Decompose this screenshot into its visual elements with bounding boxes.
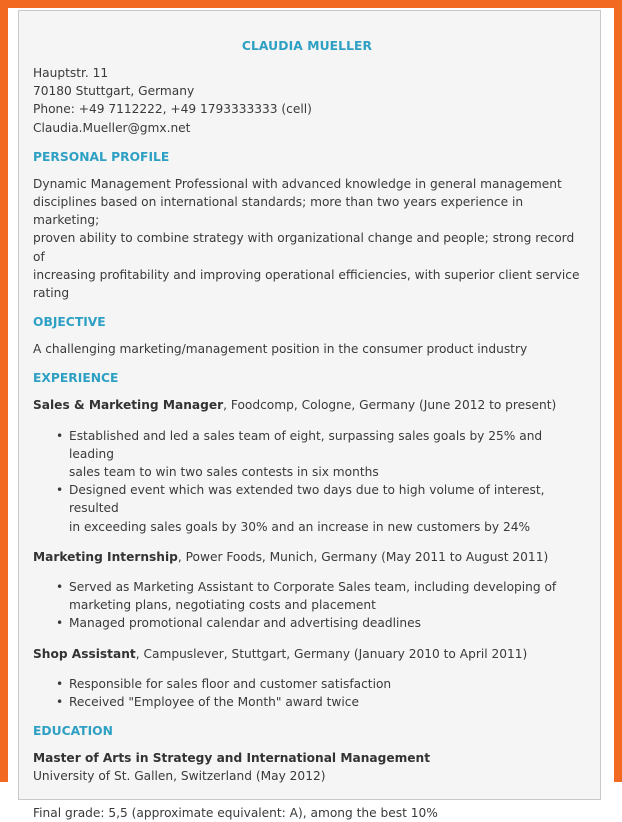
bullet-line: • Established and led a sales team of eight, surpassing sales goals by 25% and leading <box>69 428 543 461</box>
grade-line: Final grade: 5,5 (approximate equivalent: A), among the best 10% <box>33 805 438 820</box>
contact-email: Claudia.Mueller@gmx.net <box>33 120 191 135</box>
job-bullets <box>33 675 581 711</box>
contact-block <box>33 64 581 137</box>
resume-document <box>18 10 601 820</box>
job-details: , Foodcomp, Cologne, Germany (June 2012 to present) <box>223 398 557 413</box>
resume-name: CLAUDIA MUELLER <box>241 39 373 53</box>
bullet-line: in exceeding sales goals by 30% and an increase in new customers by 24% <box>69 519 531 534</box>
bullet-item <box>69 578 581 614</box>
profile-line: Dynamic Management Professional with advanced knowledge in general management <box>33 176 562 191</box>
spacer <box>33 786 581 804</box>
bullet-line: • Managed promotional calendar and advertising deadlines <box>69 616 421 631</box>
section-heading-experience: EXPERIENCE <box>33 371 119 386</box>
contact-phone: Phone: +49 7112222, +49 1793333333 (cell) <box>33 102 312 117</box>
job-title: Marketing Internship <box>33 549 178 564</box>
job-entry <box>33 396 581 414</box>
profile-line: increasing profitability and improving operational efficiencies, with superior client service <box>33 267 580 282</box>
profile-line: rating <box>33 286 70 301</box>
job-entry <box>33 645 581 663</box>
profile-line: disciplines based on international standards; more than two years experience in marketing; <box>33 195 524 228</box>
bullet-line: marketing plans, negotiating costs and placement <box>69 598 376 613</box>
contact-street: Hauptstr. 11 <box>33 66 109 80</box>
bullet-item <box>69 427 581 482</box>
job-entry <box>33 548 581 566</box>
section-heading-objective: OBJECTIVE <box>33 315 106 330</box>
job-details: , Campuslever, Stuttgart, Germany (January 2010 to April 2011) <box>135 646 528 661</box>
job-bullets <box>33 578 581 633</box>
section-heading-education: EDUCATION <box>33 724 113 739</box>
bullet-line: • Designed event which was extended two days due to high volume of interest, resulted <box>69 483 545 516</box>
contact-city: 70180 Stuttgart, Germany <box>33 84 195 99</box>
degree-title: Master of Arts in Strategy and International Management <box>33 751 431 766</box>
bullet-item <box>69 675 581 693</box>
school-line: University of St. Gallen, Switzerland (May 2012) <box>33 769 326 784</box>
bullet-line: • Served as Marketing Assistant to Corporate Sales team, including developing of <box>69 580 557 595</box>
job-title: Sales & Marketing Manager <box>33 398 224 413</box>
job-bullets <box>33 427 581 536</box>
bullet-item <box>69 693 581 711</box>
profile-text <box>33 175 581 302</box>
bullet-item <box>69 614 581 632</box>
bullet-line: • Received "Employee of the Month" award twice <box>69 695 359 710</box>
profile-line: proven ability to combine strategy with organizational change and people; strong record of <box>33 231 575 264</box>
bullet-item <box>69 481 581 536</box>
resume-content <box>33 37 581 822</box>
bullet-line: sales team to win two sales contests in six months <box>69 465 379 480</box>
job-details: , Power Foods, Munich, Germany (May 2011 to August 2011) <box>177 549 549 564</box>
objective-text: A challenging marketing/management position in the consumer product industry <box>33 342 528 357</box>
section-heading-profile: PERSONAL PROFILE <box>33 149 170 164</box>
bullet-line: • Responsible for sales floor and customer satisfaction <box>69 676 392 691</box>
job-title: Shop Assistant <box>33 646 136 661</box>
